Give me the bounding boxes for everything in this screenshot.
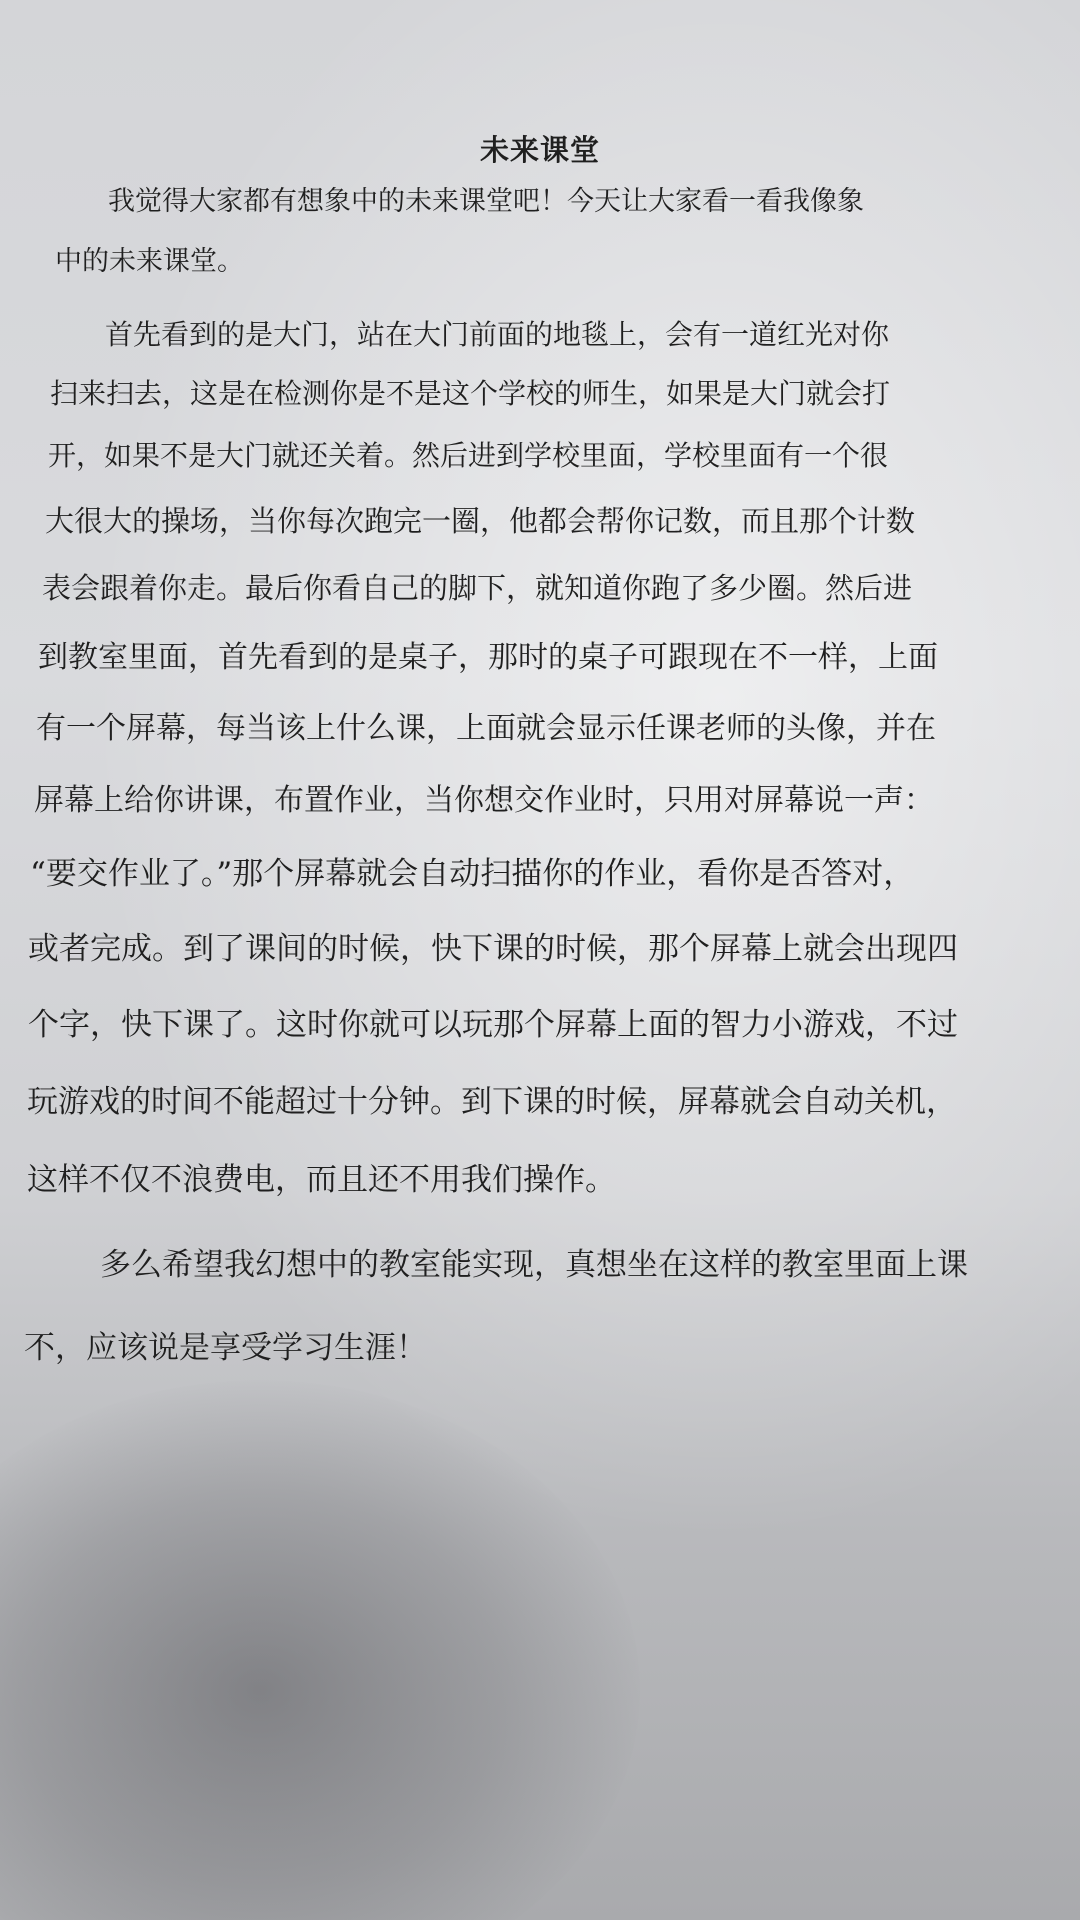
text-line: 中的未来课堂。 [55,246,244,277]
text-line: 扫来扫去，这是在检测你是不是这个学校的师生，如果是大门就会打 [50,377,891,410]
text-line: 或者完成。到了课间的时候，快下课的时候，那个屏幕上就会出现四 [28,931,958,967]
text-line: “要交作业了。”那个屏幕就会自动扫描你的作业，看你是否答对， [30,856,915,892]
text-line: 首先看到的是大门，站在大门前面的地毯上，会有一道红光对你 [105,318,890,351]
photo-shadow [0,1380,640,1920]
text-line: 不，应该说是享受学习生涯！ [24,1330,427,1366]
text-line: 玩游戏的时间不能超过十分钟。到下课的时候，屏幕就会自动关机， [27,1084,957,1120]
text-line: 这样不仅不浪费电，而且还不用我们操作。 [27,1162,616,1198]
text-line: 有一个屏幕，每当该上什么课，上面就会显示任课老师的头像，并在 [36,711,936,746]
document-title: 未来课堂 [479,133,600,167]
text-line: 开，如果不是大门就还关着。然后进到学校里面，学校里面有一个很 [48,439,889,472]
text-line: 个字，快下课了。这时你就可以玩那个屏幕上面的智力小游戏，不过 [28,1007,958,1043]
text-line: 多么希望我幻想中的教室能实现，真想坐在这样的教室里面上课 [100,1247,968,1283]
text-line: 大很大的操场，当你每次跑完一圈，他都会帮你记数，而且那个计数 [45,504,916,538]
text-line: 屏幕上给你讲课，布置作业，当你想交作业时，只用对屏幕说一声： [34,783,934,818]
text-line: 表会跟着你走。最后你看自己的脚下，就知道你跑了多少圈。然后进 [42,571,913,605]
text-line: 我觉得大家都有想象中的未来课堂吧！今天让大家看一看我像象 [108,186,864,217]
text-line: 到教室里面，首先看到的是桌子，那时的桌子可跟现在不一样，上面 [38,640,938,675]
